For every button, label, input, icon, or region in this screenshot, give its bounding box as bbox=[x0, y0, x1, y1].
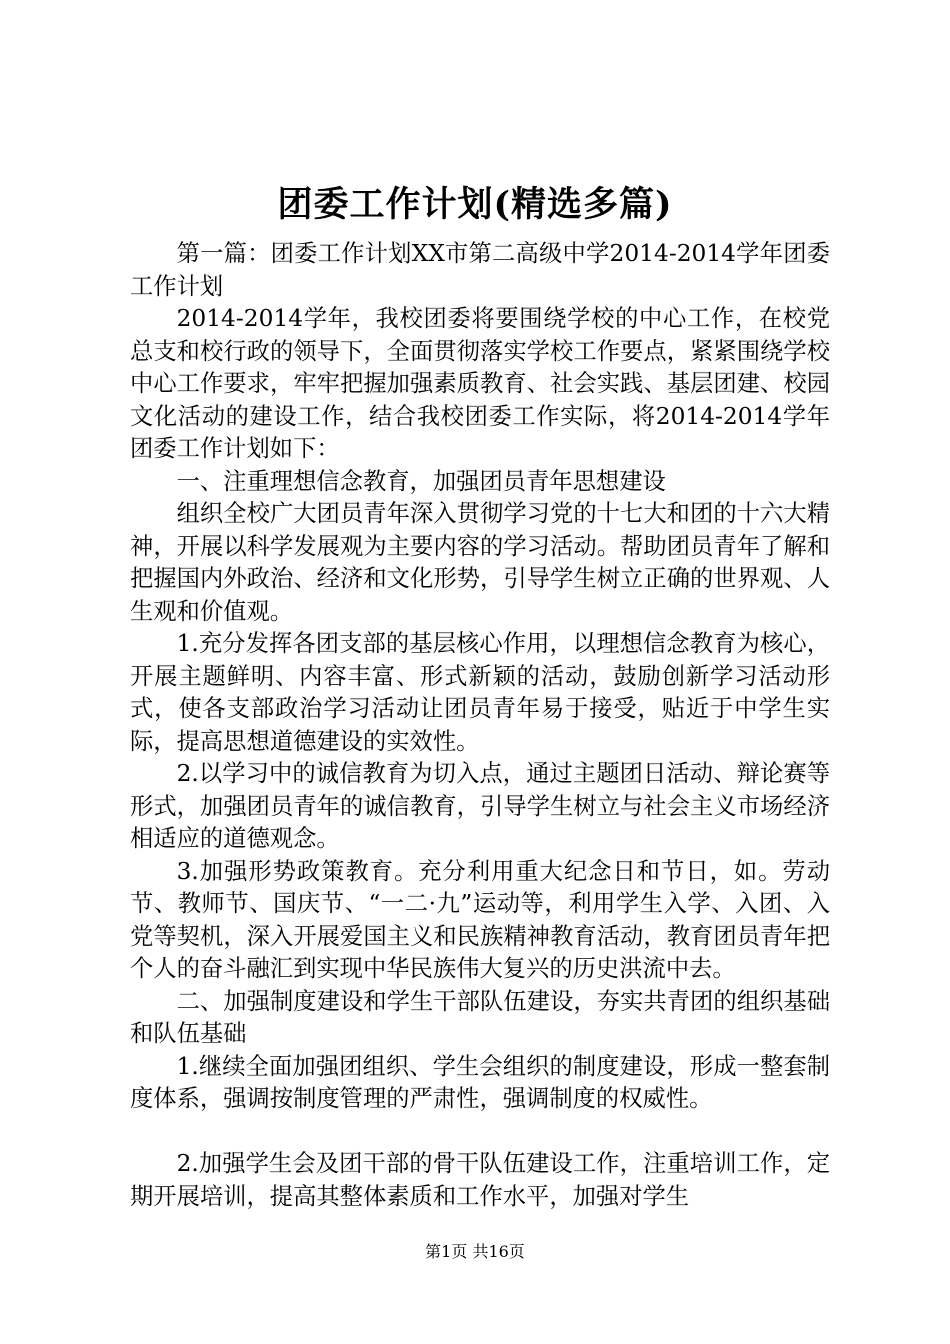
paragraph: 2014-2014学年，我校团委将要围绕学校的中心工作，在校党总支和校行政的领导下，全面贯彻落实学校工作要点，紧紧围绕学校中心工作要求，牢牢把握加强素质教育、社会实践、基层团建、校园文化活动的建设工作，结合我校团委工作实际，将2014-2014学年团委工作计划如下： bbox=[130, 305, 830, 462]
paragraph: 3.加强形势政策教育。充分利用重大纪念日和节日，如。劳动节、教师节、国庆节、“一二·九”运动等，利用学生入学、入团、入党等契机，深入开展爱国主义和民族精神教育活动，教育团员青年把个人的奋斗融汇到实现中华民族伟大复兴的历史洪流中去。 bbox=[130, 857, 830, 982]
page-footer: 第1页 共16页 bbox=[425, 1242, 525, 1261]
document-title: 团委工作计划(精选多篇) bbox=[277, 184, 673, 225]
paragraph: 2.以学习中的诚信教育为切入点，通过主题团日活动、辩论赛等形式，加强团员青年的诚信教育，引导学生树立与社会主义市场经济相适应的道德观念。 bbox=[130, 760, 830, 852]
paragraph: 1.充分发挥各团支部的基层核心作用，以理想信念教育为核心，开展主题鲜明、内容丰富、形式新颖的活动，鼓励创新学习活动形式，使各支部政治学习活动让团员青年易于接受，贴近于中学生实际，提高思想道德建设的实效性。 bbox=[130, 630, 830, 755]
paragraph: 第一篇：团委工作计划XX市第二高级中学2014-2014学年团委工作计划 bbox=[130, 240, 830, 300]
section-heading: 二、加强制度建设和学生干部队伍建设，夯实共青团的组织基础和队伍基础 bbox=[130, 987, 830, 1047]
paragraph: 2.加强学生会及团干部的骨干队伍建设工作，注重培训工作，定期开展培训，提高其整体素质和工作水平，加强对学生 bbox=[130, 1150, 830, 1210]
paragraph: 1.继续全面加强团组织、学生会组织的制度建设，形成一整套制度体系，强调按制度管理的严肃性，强调制度的权威性。 bbox=[130, 1052, 830, 1112]
section-heading: 一、注重理想信念教育，加强团员青年思想建设 bbox=[176, 467, 666, 495]
paragraph: 组织全校广大团员青年深入贯彻学习党的十七大和团的十六大精神，开展以科学发展观为主要内容的学习活动。帮助团员青年了解和把握国内外政治、经济和文化形势，引导学生树立正确的世界观、人生观和价值观。 bbox=[130, 500, 830, 625]
document-body bbox=[130, 238, 830, 1213]
